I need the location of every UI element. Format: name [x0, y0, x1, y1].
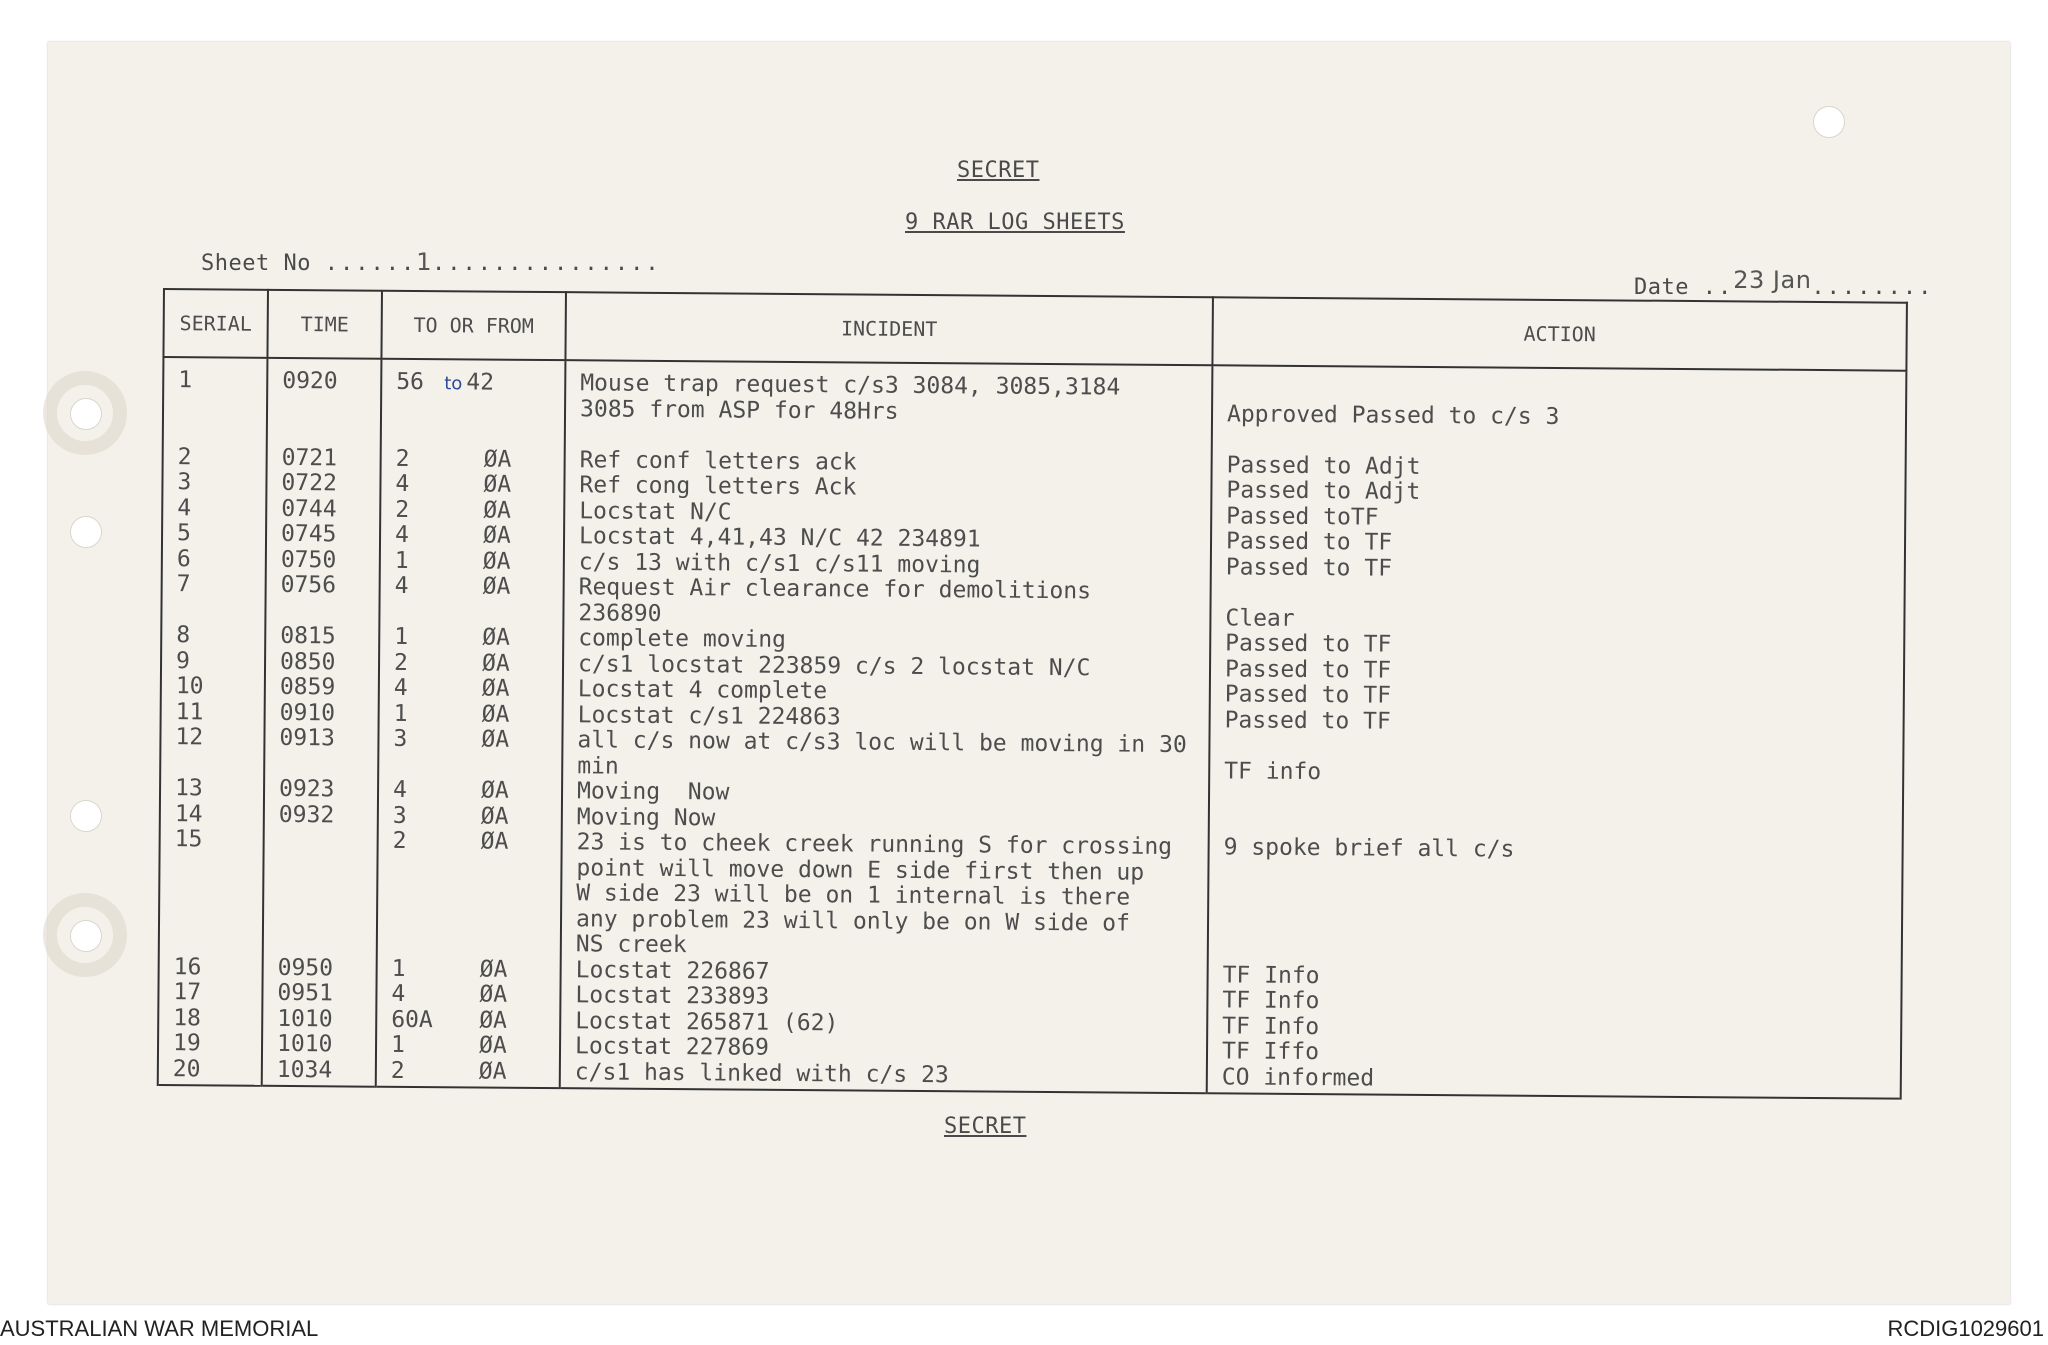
to-or-from-cell [395, 548, 555, 575]
serial-cell: 6 [176, 545, 191, 572]
serial-cell: 20 [172, 1055, 201, 1082]
serial-cell: 7 [176, 571, 191, 598]
action-line: TF Iffo [1221, 1038, 1320, 1066]
from-station: ØA [482, 573, 511, 600]
incident-line: Locstat 226867 [575, 956, 770, 985]
to-station: 56 [396, 368, 425, 396]
time-cell [278, 879, 368, 905]
action-line: Passed to TF [1225, 630, 1392, 658]
time-cell: 0721 [281, 444, 338, 471]
from-station: ØA [479, 981, 508, 1008]
from-station: ØA [481, 650, 510, 677]
date-field: Date ..23 Jan........ [1634, 266, 1934, 300]
incident-line: Moving Now [576, 803, 716, 831]
time-cell: 0920 [282, 367, 338, 395]
incident-line: 23 is to cheek creek running S for crossing [576, 829, 1173, 860]
action-line: Passed to TF [1224, 655, 1392, 684]
to-station [396, 440, 484, 441]
action-line: CO informed [1221, 1063, 1375, 1092]
incident-line: Locstat 265871 (62) [575, 1007, 839, 1036]
from-station: ØA [479, 1007, 508, 1034]
log-table [157, 288, 1908, 1100]
to-station: 4 [391, 980, 406, 1007]
sheet-value: 1 [416, 248, 432, 276]
serial-cell: 3 [177, 469, 192, 496]
incident-line: Request Air clearance for demolitions [578, 574, 1092, 605]
to-station: 4 [394, 521, 410, 548]
to-or-from-cell [394, 625, 554, 652]
to-station: 4 [395, 470, 410, 497]
time-cell: 0951 [277, 979, 333, 1007]
action-line: TF info [1224, 757, 1322, 785]
column-header-to-or-from: TO OR FROM [381, 291, 566, 360]
to-or-from-cell [396, 395, 556, 422]
time-cell: 0913 [279, 724, 335, 752]
time-cell [280, 598, 370, 624]
to-station: 1 [390, 1031, 406, 1058]
serial-cell: 19 [172, 1030, 201, 1057]
time-cell: 0932 [278, 801, 335, 828]
serial-cell: 13 [174, 775, 203, 802]
from-station: ØA [483, 446, 512, 473]
serial-cell [176, 598, 256, 624]
time-cell: 0850 [279, 648, 336, 675]
incident-line: Locstat 233893 [575, 982, 770, 1010]
incident-line: c/s1 has linked with c/s 23 [574, 1058, 949, 1088]
time-cell [282, 394, 372, 420]
to-station: 1 [393, 700, 408, 727]
to-or-from-cell [391, 1058, 551, 1085]
action-line: Passed to TF [1225, 553, 1393, 582]
serial-column [158, 357, 268, 1086]
to-or-from-cell [394, 599, 554, 626]
to-or-from-cell [391, 982, 551, 1009]
serial-cell [178, 419, 258, 445]
punch-hole [70, 920, 102, 952]
from-station: ØA [480, 828, 509, 855]
sheet-label: Sheet No [201, 251, 311, 276]
incident-line: Moving Now [576, 778, 730, 806]
incident-line: Locstat 227869 [574, 1033, 770, 1061]
classification-top: SECRET [957, 158, 1040, 183]
to-station: 4 [392, 776, 408, 803]
time-column [262, 358, 382, 1087]
incident-line: any problem 23 will only be on W side of [575, 905, 1131, 937]
time-cell: 0815 [280, 622, 336, 650]
handwritten-to-annotation: to [444, 373, 463, 395]
to-station: 4 [394, 572, 409, 599]
incident-line: min [577, 752, 619, 780]
from-station: ØA [481, 675, 510, 702]
to-or-from-cell [395, 523, 555, 550]
punch-hole [70, 516, 102, 548]
to-or-from-cell [395, 574, 555, 601]
to-station: 3 [393, 725, 408, 752]
incident-column [560, 360, 1213, 1093]
time-cell [278, 930, 368, 956]
column-header-serial: SERIAL [163, 289, 268, 358]
action-line: 9 spoke brief all c/s [1223, 834, 1515, 863]
to-station: 2 [395, 496, 410, 523]
to-station: 2 [392, 827, 407, 854]
from-station: ØA [478, 1032, 507, 1059]
to-or-from-cell [393, 829, 553, 856]
to-station: 2 [390, 1057, 405, 1084]
incident-line: Ref conf letters ack [579, 446, 857, 475]
to-or-from-cell [392, 854, 552, 881]
classification-bottom: SECRET [944, 1114, 1027, 1139]
serial-cell [174, 929, 254, 955]
time-cell: 0750 [280, 546, 337, 573]
to-station: 1 [391, 955, 406, 982]
to-or-from-cell [393, 752, 553, 779]
action-line: TF Info [1222, 1012, 1320, 1040]
serial-cell [174, 853, 254, 879]
serial-cell: 4 [177, 494, 192, 521]
time-cell: 0744 [281, 495, 337, 522]
to-station: 60A [391, 1006, 433, 1033]
incident-line: Mouse trap request c/s3 3084, 3085,3184 [580, 370, 1121, 401]
to-station: 1 [394, 547, 409, 574]
serial-cell: 12 [175, 724, 204, 751]
action-line: Passed to TF [1225, 528, 1393, 556]
time-cell: 0722 [281, 469, 337, 497]
action-column [1207, 365, 1907, 1098]
to-or-from-cell [391, 1033, 551, 1060]
action-line: Passed to TF [1224, 681, 1392, 709]
incident-line: point will move down E side first then up [576, 854, 1145, 886]
incident-line: all c/s now at c/s3 loc will be moving in 30 [577, 727, 1187, 759]
punch-hole [1813, 106, 1845, 138]
to-or-from-cell [395, 497, 555, 524]
serial-cell: 9 [175, 647, 191, 674]
to-or-from-cell [392, 956, 552, 983]
serial-cell: 17 [173, 979, 202, 1006]
to-or-from-cell [396, 370, 556, 397]
table-body [158, 357, 1907, 1099]
from-station: ØA [482, 624, 511, 651]
from-station: ØA [479, 956, 508, 983]
incident-line: Ref cong letters Ack [579, 472, 857, 501]
action-line: TF Info [1222, 987, 1320, 1015]
incident-line: 236890 [578, 599, 662, 627]
time-cell [282, 420, 372, 446]
serial-cell: 8 [176, 622, 191, 649]
incident-line: complete moving [578, 625, 787, 653]
to-station: 1 [394, 623, 409, 650]
document-title: 9 RAR LOG SHEETS [905, 210, 1125, 235]
serial-cell: 15 [174, 826, 203, 853]
serial-cell: 16 [173, 953, 202, 980]
to-or-from-cell [394, 701, 554, 728]
sheet-number: Sheet No ......1............... [201, 248, 661, 276]
from-station: ØA [480, 777, 509, 804]
time-cell: 0756 [280, 571, 337, 599]
from-station: ØA [483, 497, 512, 524]
to-or-from-cell [394, 676, 554, 703]
time-cell [278, 853, 368, 879]
date-label: Date [1634, 275, 1689, 300]
time-cell: 0910 [279, 699, 336, 726]
incident-line: Locstat 4,41,43 N/C 42 234891 [578, 523, 981, 553]
time-cell: 1010 [277, 1005, 333, 1032]
serial-cell: 5 [176, 520, 192, 547]
incident-line: Locstat c/s1 224863 [577, 701, 841, 730]
from-station: ØA [481, 701, 510, 728]
incident-line: c/s1 locstat 223859 c/s 2 locstat N/C [577, 650, 1091, 681]
from-station: ØA [480, 803, 509, 830]
column-header-time: TIME [267, 290, 382, 359]
to-or-from-cell [392, 931, 552, 958]
time-cell: 1010 [276, 1030, 333, 1058]
to-or-from-cell [391, 1007, 551, 1034]
serial-cell: 2 [177, 443, 192, 470]
from-station: ØA [482, 522, 511, 549]
action-line: Passed to TF [1224, 706, 1391, 735]
time-cell: 0923 [278, 775, 335, 803]
to-or-from-cell [392, 880, 552, 907]
time-cell: 1034 [276, 1056, 333, 1083]
to-or-from-cell [393, 778, 553, 805]
from-station: 42 [466, 369, 495, 396]
to-or-from-cell [392, 905, 552, 932]
serial-cell [174, 904, 254, 930]
action-line: TF Info [1222, 961, 1320, 989]
action-line: Passed to Adjt [1226, 477, 1421, 505]
serial-cell: 14 [174, 800, 203, 827]
punch-hole [70, 800, 102, 832]
from-station: ØA [483, 471, 512, 498]
date-value: 23 Jan [1733, 266, 1812, 294]
column-header-incident: INCIDENT [565, 292, 1213, 365]
to-or-from-cell [393, 803, 553, 830]
serial-cell: 11 [175, 698, 204, 725]
incident-line: NS creek [575, 931, 687, 959]
footer-institution: AUSTRALIAN WAR MEMORIAL [0, 1316, 319, 1341]
action-line: Clear [1225, 604, 1295, 632]
to-station: 3 [392, 802, 407, 829]
serial-cell [175, 751, 255, 777]
from-station: ØA [482, 548, 511, 575]
from-station: ØA [481, 726, 510, 753]
to-or-from-cell [394, 650, 554, 677]
to-from-column [376, 359, 566, 1088]
action-line: Passed to Adjt [1226, 451, 1421, 480]
to-or-from-cell [395, 472, 555, 499]
to-station: 2 [395, 445, 410, 472]
incident-line: W side 23 will be on 1 internal is there [576, 880, 1131, 911]
incident-line: c/s 13 with c/s1 c/s11 moving [578, 548, 981, 578]
to-or-from-cell [393, 727, 553, 754]
incident-line: Locstat N/C [579, 497, 732, 525]
column-header-action: ACTION [1212, 297, 1907, 370]
action-line: Passed toTF [1226, 502, 1379, 531]
to-or-from-cell [396, 446, 556, 473]
punch-hole [70, 398, 102, 430]
time-cell: 0745 [280, 520, 337, 548]
incident-line: 3085 from ASP for 48Hrs [579, 395, 899, 425]
time-cell: 0859 [279, 673, 336, 701]
serial-cell: 10 [175, 673, 204, 700]
to-or-from-cell [396, 421, 556, 448]
serial-cell [174, 878, 254, 904]
footer-record-id: RCDIG1029601 [1887, 1316, 2044, 1341]
serial-cell [178, 394, 258, 420]
from-station: ØA [478, 1058, 507, 1085]
action-line: Approved Passed to c/s 3 [1226, 400, 1560, 430]
time-cell: 0950 [277, 954, 334, 981]
time-cell [278, 904, 368, 930]
serial-cell: 18 [173, 1004, 202, 1031]
to-station: 2 [393, 649, 409, 676]
time-cell [279, 828, 369, 854]
incident-line: Locstat 4 complete [577, 676, 828, 705]
time-cell [279, 751, 369, 777]
to-station: 4 [393, 674, 408, 701]
serial-cell: 1 [178, 367, 193, 394]
